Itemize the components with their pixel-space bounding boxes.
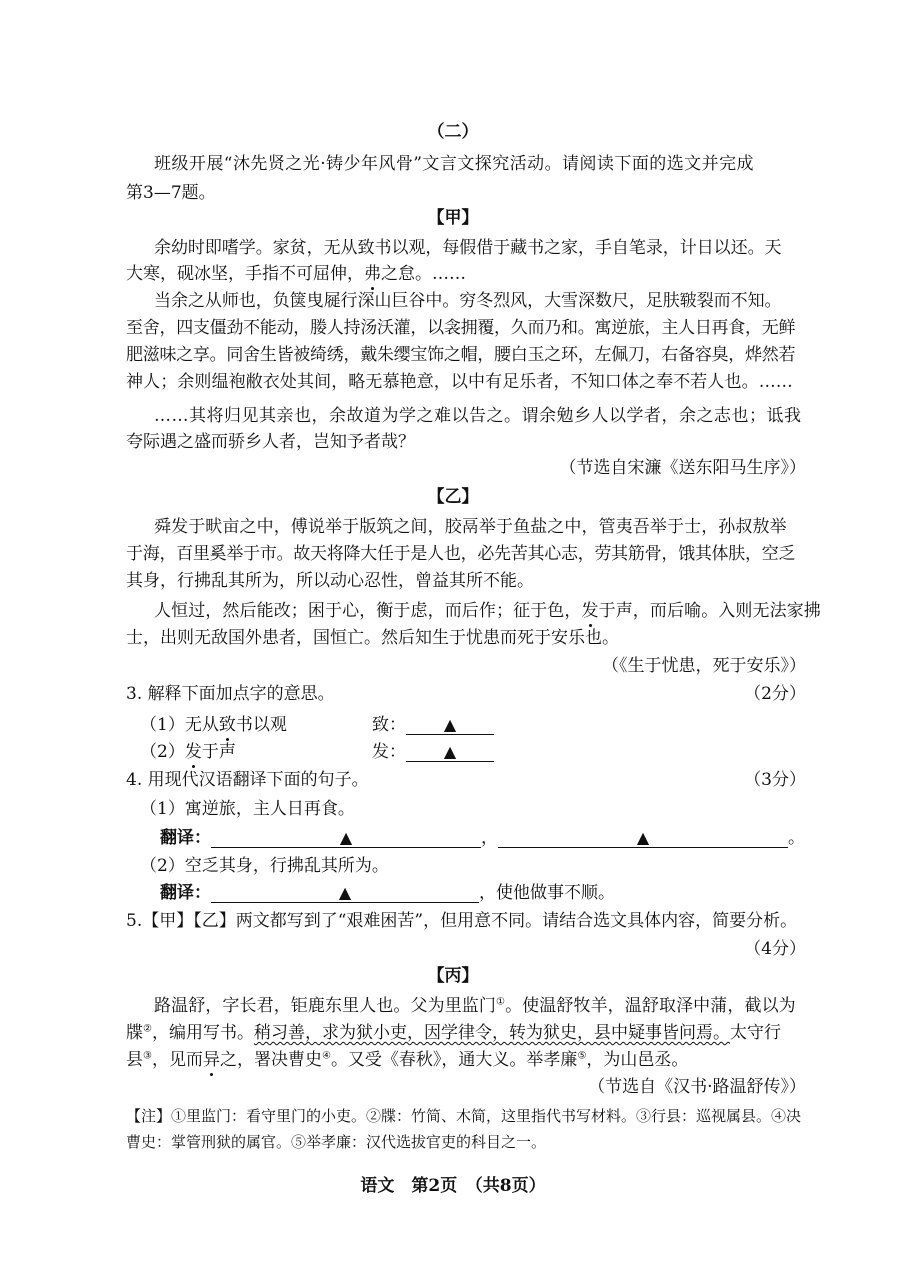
dotted-char: 弗 [364, 264, 381, 284]
intro-line-1: 班级开展“沐先贤之光·铸少年风骨”文言文探究活动。请阅读下面的选文并完成 [154, 154, 754, 174]
question-3-answer-1: 致： ▲ [372, 715, 494, 735]
dotted-char: 致 [218, 715, 236, 735]
answer-blank[interactable]: ▲ [406, 715, 494, 735]
section-title: （二） [427, 122, 479, 142]
question-3-title: 3. 解释下面加点字的意思。 [126, 684, 335, 704]
question-3-item-1: （1）无从致书以观 [140, 715, 287, 735]
answer-blank[interactable]: ▲ [211, 883, 479, 903]
passage-jia-heading: 【甲】 [427, 208, 479, 228]
annotation-line-1: 【注】①里监门：看守里门的小吏。②牒：竹简、木简，这里指代书写材料。③行县：巡视属县。④决 [126, 1107, 802, 1125]
question-5-text: 5.【甲】【乙】两文都写到了“艰难困苦”，但用意不同。请结合选文具体内容，简要分析。 [126, 911, 798, 931]
page-footer: 语文 第2页 （共8页） [360, 1176, 546, 1196]
dotted-char: 异 [202, 1050, 220, 1070]
passage-bing-line-3: 县③，见而异之，署决曹史④。又受《春秋》，通大义。举孝廉⑤，为山邑丞。 [126, 1050, 689, 1070]
wavy-underlined-text: 稍习善，求为狱小吏，因学律令，转为狱史，县中疑事皆问焉。 [253, 1023, 730, 1043]
dotted-char: 发 [581, 601, 599, 621]
question-4-item-1: （1）寓逆旅，主人日再食。 [140, 799, 355, 819]
footnote-ref: ③ [143, 1050, 152, 1062]
footnote-ref: ⑤ [577, 1050, 587, 1062]
answer-blank[interactable]: ▲ [498, 828, 788, 848]
question-3-item-2: （2）发于声 [140, 742, 236, 762]
passage-bing-source: （节选自《汉书·路温舒传》） [588, 1077, 806, 1097]
passage-yi-line-3: 其身，行拂乱其所为，所以动心忍性，曾益其所不能。 [126, 571, 534, 591]
intro-line-2: 第3—7题。 [126, 183, 216, 203]
question-4-title: 4. 用现代汉语翻译下面的句子。 [126, 770, 369, 790]
passage-yi-line-2: 于海，百里奚举于市。故天将降大任于是人也，必先苦其心志，劳其筋骨，饿其体肤，空乏 [126, 544, 796, 564]
passage-bing-line-2: 牒②，编用写书。稍习善，求为狱小吏，因学律令，转为狱史，县中疑事皆问焉。太守行 [126, 1023, 781, 1043]
question-4-answer-1: 翻译： ▲ ， ▲ 。 [160, 828, 805, 848]
passage-jia-line-2: 大寒，砚冰坚，手指不可屈伸，弗之怠。…… [126, 264, 466, 284]
passage-jia-line-7: ……其将归见其亲也，余故道为学之难以告之。谓余勉乡人以学者，余之志也；诋我 [154, 406, 802, 426]
passage-yi-source: （《生于忧患，死于安乐》） [602, 656, 806, 676]
passage-yi-line-1: 舜发于畎亩之中，傅说举于版筑之间，胶鬲举于鱼盐之中，管夷吾举于士，孙叔敖举 [154, 517, 787, 537]
passage-yi-line-4: 人恒过，然后能改；困于心，衡于虑，而后作；征于色，发于声，而后喻。入则无法家拂 [154, 601, 821, 621]
passage-jia-line-1: 余幼时即嗜学。家贫，无从致书以观，每假借于藏书之家，手自笔录，计日以还。天 [154, 238, 782, 258]
footnote-ref: ② [143, 1023, 152, 1035]
question-4-item-2: （2）空乏其身，行拂乱其所为。 [140, 856, 389, 876]
passage-yi-line-5: 士，出则无敌国外患者，国恒亡。然后知生于忧患而死于安乐也。 [126, 628, 619, 648]
annotation-line-2: 曹史：掌管刑狱的属官。⑤举孝廉：汉代选拔官吏的科目之一。 [126, 1133, 547, 1151]
passage-yi-heading: 【乙】 [427, 487, 479, 507]
dotted-char: 发 [184, 742, 202, 762]
question-3-score: （2分） [744, 684, 806, 704]
passage-jia-line-5: 肥滋味之享。同舍生皆被绮绣，戴朱缨宝饰之帽，腰白玉之环，左佩刀，右备容臭，烨然若 [126, 345, 796, 365]
footnote-ref: ④ [321, 1050, 331, 1062]
passage-bing-heading: 【丙】 [427, 966, 479, 986]
question-3-answer-2: 发： ▲ [372, 742, 494, 762]
passage-jia-line-8: 夸际遇之盛而骄乡人者，岂知予者哉？ [126, 432, 415, 452]
passage-jia-source: （节选自宋濂《送东阳马生序》） [559, 458, 806, 478]
question-4-score: （3分） [744, 770, 806, 790]
answer-blank[interactable]: ▲ [406, 742, 494, 762]
passage-jia-line-4: 至舍，四支僵劲不能动，媵人持汤沃灌，以衾拥覆，久而乃和。寓逆旅，主人日再食，无鲜 [126, 318, 796, 338]
passage-jia-line-6: 神人；余则缊袍敝衣处其间，略无慕艳意，以中有足乐者，不知口体之奉不若人也。…… [126, 372, 793, 392]
question-4-answer-2: 翻译： ▲ ，使他做事不顺。 [160, 883, 615, 903]
footnote-ref: ① [496, 996, 506, 1008]
answer-blank[interactable]: ▲ [211, 828, 481, 848]
passage-jia-line-3: 当余之从师也，负箧曳屣行深山巨谷中。穷冬烈风，大雪深数尺，足肤皲裂而不知。 [154, 291, 782, 311]
passage-bing-line-1: 路温舒，字长君，钜鹿东里人也。父为里监门①。使温舒牧羊，温舒取泽中蒲，截以为 [154, 996, 796, 1016]
question-5-score: （4分） [744, 939, 806, 959]
